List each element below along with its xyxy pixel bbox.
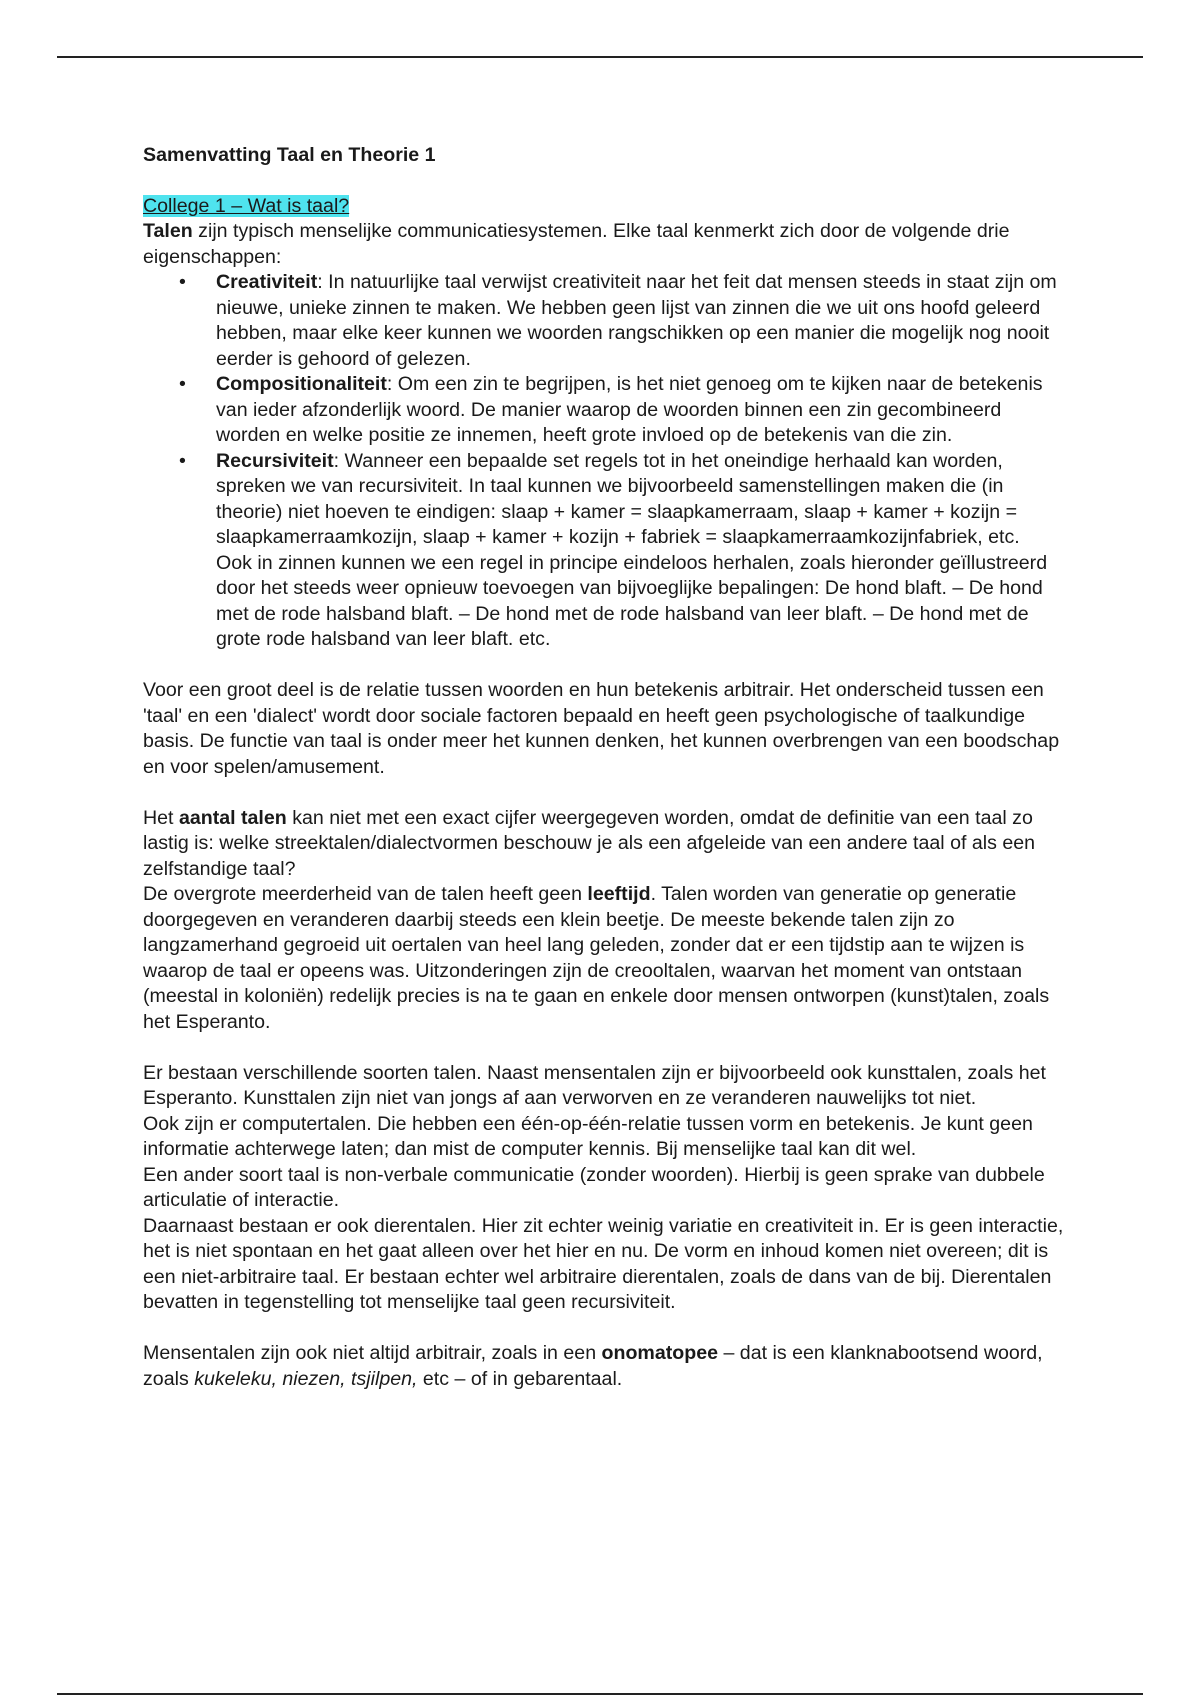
text-recursiviteit-extra: Ook in zinnen kunnen we een regel in principe eindeloos herhalen, zoals hieronder geïllustreerd door het steeds weer opnieuw toevoegen van bijvoeglijke bepalingen: De hond blaft. – De hond met de rode halsband blaft. – De hond met de rode halsband van leer blaft. – De hond met de grote rode halsband van leer blaft. etc. [216,551,1048,650]
bullet-icon: • [179,271,186,293]
paragraph-soorten-non-verbaal: Een ander soort taal is non-verbale communicatie (zonder woorden). Hierbij is geen sprake van dubbele articulatie of interactie. [143,1163,1045,1211]
leeftijd-pre: De overgrote meerderheid van de talen heeft geen [143,883,588,905]
paragraph-soorten-computertalen: Ook zijn er computertalen. Die hebben een één-op-één-relatie tussen vorm en betekenis. Je kunt geen informatie achterwege laten; dan mist de computer kennis. Bij menselijke taal kan dit wel. [143,1112,1033,1160]
onomatopee-bold: onomatopee [601,1342,719,1364]
paragraph-leeftijd [143,882,1068,1035]
list-item-creativiteit [143,270,1068,372]
bullet-icon: • [179,449,186,472]
text-creativiteit: : In natuurlijke taal verwijst creativiteit naar het feit dat mensen steeds in staat zijn om nieuwe, unieke zinnen te maken. We hebben geen lijst van zinnen die we uit ons hoofd geleerd hebben, maar elke keer kunnen we woorden rangschikken op een manier die mogelijk nog nooit eerder is gehoord of gelezen. [216,271,1057,370]
paragraph-soorten-dierentalen: Daarnaast bestaan er ook dierentalen. Hier zit echter weinig variatie en creativiteit in. Er is geen interactie, het is niet spontaan en het gaat alleen over het hier en nu. De vorm en inhoud komen niet overeen; dit is een niet-arbitraire taal. Er bestaan echter wel arbitraire dierentalen, zoals de dans van de bij. Dierentalen bevatten in tegenstelling tot menselijke taal geen recursiviteit. [143,1214,1064,1313]
top-rule [57,56,1143,58]
text-recursiviteit: : Wanneer een bepaalde set regels tot in het oneindige herhaald kan worden, spreken we van recursiviteit. In taal kunnen we bijvoorbeeld samenstellingen maken die (in theorie) niet hoeven te eindigen: slaap + kamer = slaapkamerraam, slaap + kamer + kozijn = slaapkamerraamkozijn, slaap + kamer + kozijn + fabriek = slaapkamerraamkozijnfabriek, etc. [216,449,1020,548]
intro-text: zijn typisch menselijke communicatiesystemen. Elke taal kenmerkt zich door de volgende drie eigenschappen: [143,220,1010,268]
intro-paragraph [143,219,1068,270]
aantal-post: kan niet met een exact cijfer weergegeven worden, omdat de definitie van een taal zo lastig is: welke streektalen/dialectvormen beschouw je als een afgeleide van een andere taal of als een zelfstandige taal? [143,806,1036,880]
onomatopee-examples: kukeleku, niezen, tsjilpen, [194,1367,418,1390]
text-compositionaliteit: : Om een zin te begrijpen, is het niet genoeg om te kijken naar de betekenis van ieder afzonderlijk woord. De manier waarop de woorden binnen een zin gecombineerd worden en welke positie ze innemen, heeft grote invloed op de betekenis van die zin. [216,373,1043,446]
onomatopee-pre: Mensentalen zijn ook niet altijd arbitrair, zoals in een [143,1342,602,1364]
list-item-compositionaliteit [143,372,1068,449]
bottom-rule [57,1693,1143,1695]
document-title: Samenvatting Taal en Theorie 1 [143,144,436,166]
paragraph-aantal-talen [143,806,1068,883]
term-compositionaliteit: Compositionaliteit [216,373,387,395]
onomatopee-post: etc – of in gebarentaal. [417,1367,623,1390]
intro-bold: Talen [143,220,193,242]
term-recursiviteit: Recursiviteit [216,449,334,472]
college-heading-text: College 1 – Wat is taal? [143,194,350,217]
onomatopee-mid: – dat is een klanknabootsend woord, zoals [143,1342,1043,1390]
college-heading [143,194,1068,220]
term-creativiteit: Creativiteit [216,271,318,293]
leeftijd-bold: leeftijd [587,883,651,905]
properties-list [143,270,1068,653]
document-body [143,143,1068,1392]
paragraph-arbitrair: Voor een groot deel is de relatie tussen woorden en hun betekenis arbitrair. Het onderscheid tussen een 'taal' en een 'dialect' wordt door sociale factoren bepaald en heeft geen psychologische of taalkundige basis. De functie van taal is onder meer het kunnen denken, het kunnen overbrengen van een boodschap en voor spelen/amusement. [143,679,1060,778]
list-item-recursiviteit [143,449,1068,653]
aantal-pre: Het [143,806,179,829]
leeftijd-post: . Talen worden van generatie op generatie doorgegeven en veranderen daarbij steeds een klein beetje. De meeste bekende talen zijn zo langzamerhand gegroeid uit oertalen van heel lang geleden, zonder dat er een tijdstip aan te wijzen is waarop de taal er opeens was. Uitzonderingen zijn de creooltalen, waarvan het moment van ontstaan (meestal in koloniën) redelijk precies is na te gaan en enkele door mensen ontworpen (kunst)talen, zoals het Esperanto. [143,883,1050,1033]
paragraph-soorten-kunsttalen: Er bestaan verschillende soorten talen. Naast mensentalen zijn er bijvoorbeeld ook kunsttalen, zoals het Esperanto. Kunsttalen zijn niet van jongs af aan verworven en ze veranderen nauwelijks tot niet. [143,1061,1046,1109]
paragraph-onomatopee [143,1341,1068,1392]
bullet-icon: • [179,373,186,395]
aantal-bold: aantal talen [178,806,287,829]
